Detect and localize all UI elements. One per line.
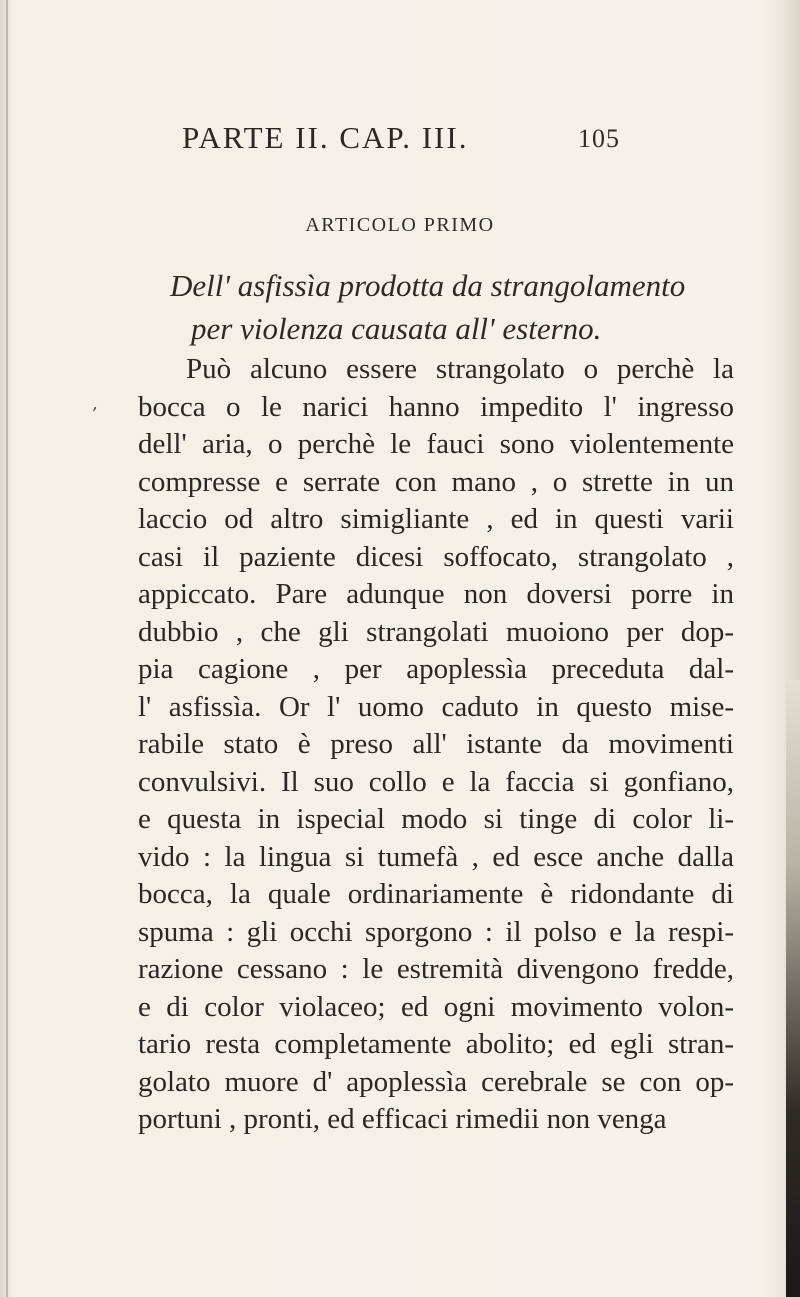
- text-line: vido : la lingua si tumefà , ed esce anche dalla: [138, 840, 734, 873]
- text-line: convulsivi. Il suo collo e la faccia si gonfiano,: [138, 765, 734, 798]
- text-line: compresse e serrate con mano , o strette in un: [138, 465, 734, 498]
- article-title: [150, 264, 710, 350]
- page-left-edge: [6, 0, 8, 1297]
- title-line-1: Dell' asfissìa prodotta da strangolamento: [170, 268, 686, 303]
- text-line: l' asfissìa. Or l' uomo caduto in questo mise-: [138, 690, 734, 723]
- text-line: e di color violaceo; ed ogni movimento volon-: [138, 990, 734, 1023]
- section-label: ARTICOLO PRIMO: [305, 214, 495, 236]
- text-line: spuma : gli occhi sporgono : il polso e la respi-: [138, 915, 734, 948]
- text-line: dell' aria, o perchè le fauci sono violentemente: [138, 428, 734, 460]
- body-text: [138, 351, 734, 1139]
- page-number: 105: [578, 124, 620, 153]
- text-line: pia cagione , per apoplessìa preceduta dal-: [138, 653, 734, 685]
- text-line: rabile stato è preso all' istante da movimenti: [138, 728, 734, 760]
- text-line: golato muore d' apoplessìa cerebrale se con op-: [138, 1065, 734, 1098]
- text-line: appiccato. Pare adunque non doversi porre in: [138, 578, 734, 610]
- text-line: tario resta completamente abolito; ed egli stran-: [138, 1028, 734, 1060]
- margin-mark: ‚: [92, 393, 98, 414]
- text-line: e questa in ispecial modo si tinge di color li-: [138, 803, 734, 835]
- text-line: laccio od altro simigliante , ed in questi varii: [138, 503, 734, 535]
- text-line: bocca, la quale ordinariamente è ridondante di: [138, 878, 734, 910]
- text-line: razione cessano : le estremità divengono fredde,: [138, 953, 734, 985]
- page-binding-shadow: [786, 680, 800, 1297]
- page-header: [182, 120, 622, 160]
- title-line-2: per violenza causata all' esterno.: [191, 311, 602, 346]
- text-line: casi il paziente dicesi soffocato, strangolato ,: [138, 540, 734, 573]
- text-line: bocca o le narici hanno impedito l' ingresso: [138, 390, 734, 423]
- text-line: portuni , pronti, ed efficaci rimedii non venga: [138, 1103, 667, 1135]
- text-line: dubbio , che gli strangolati muoiono per dop-: [138, 615, 734, 648]
- text-line: Può alcuno essere strangolato o perchè la: [186, 353, 734, 385]
- running-head: PARTE II. CAP. III.: [182, 120, 469, 155]
